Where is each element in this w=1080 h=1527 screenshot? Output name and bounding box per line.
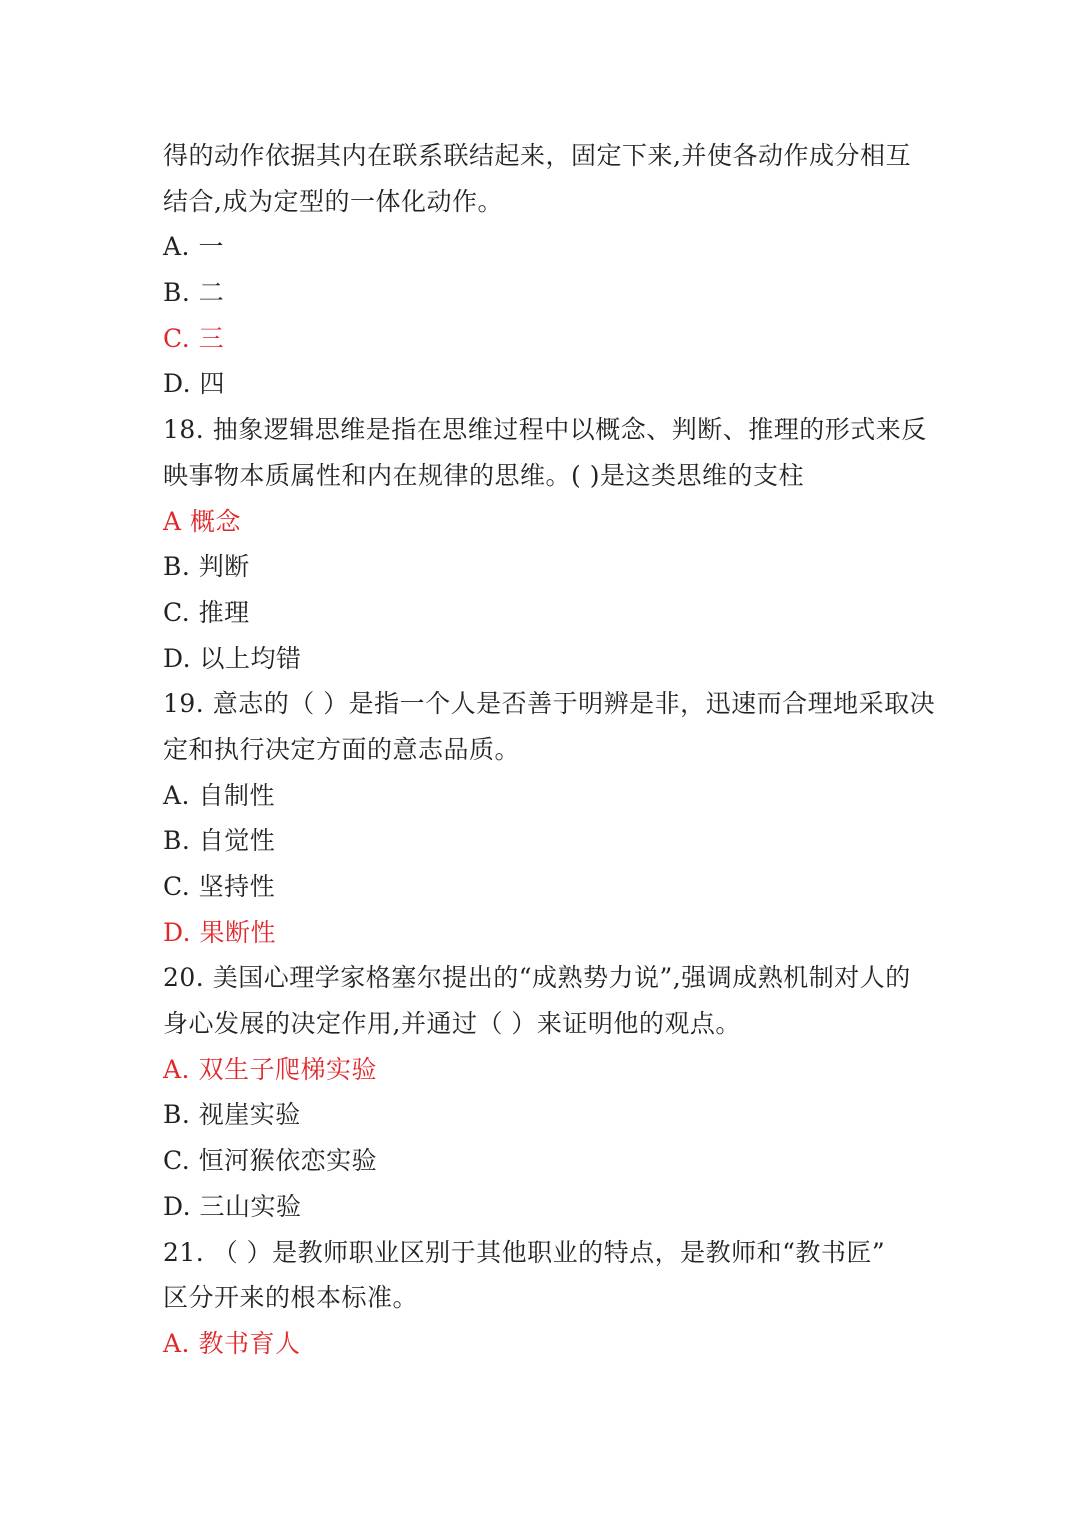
question-17-option-b: B. 二 [163,278,225,308]
question-17 [163,133,923,407]
question-20 [163,955,923,1229]
question-20-stem-line-1: 20. 美国心理学家格塞尔提出的“成熟势力说”,强调成熟机制对人的 [163,963,911,993]
question-20-option-c: C. 恒河猴依恋实验 [163,1146,378,1176]
question-21 [163,1230,923,1367]
question-19-option-a: A. 自制性 [163,780,275,810]
question-20-option-a-correct: A. 双生子爬梯实验 [163,1054,377,1084]
question-18-stem-line-1: 18. 抽象逻辑思维是指在思维过程中以概念、判断、推理的形式来反 [163,415,927,445]
question-17-option-d: D. 四 [163,369,226,399]
question-18-option-d: D. 以上均错 [163,643,302,673]
question-21-stem-line-1: 21. （ ）是教师职业区别于其他职业的特点，是教师和“教书匠” [163,1237,886,1267]
question-19 [163,681,936,955]
question-19-stem-line-2: 定和执行决定方面的意志品质。 [163,734,521,764]
question-list [163,133,936,1367]
question-17-option-a: A. 一 [163,232,224,262]
question-18-option-a-correct: A 概念 [163,506,242,536]
question-19-option-d-correct: D. 果断性 [163,917,277,947]
question-19-stem-line-1: 19. 意志的（ ）是指一个人是否善于明辨是非，迅速而合理地采取决 [163,689,936,719]
question-18-option-c: C. 推理 [163,597,250,627]
question-20-option-d: D. 三山实验 [163,1191,302,1221]
question-18-option-b: B. 判断 [163,552,250,582]
question-17-stem-line-1: 得的动作依据其内在联系联结起来，固定下来,并使各动作成分相互 [163,141,911,170]
question-18-stem-line-2: 映事物本质属性和内在规律的思维。( )是这类思维的支柱 [163,460,804,490]
question-20-stem-line-2: 身心发展的决定作用,并通过（ ）来证明他的观点。 [163,1009,741,1039]
question-20-option-b: B. 视崖实验 [163,1100,301,1130]
question-21-stem-line-2: 区分开来的根本标准。 [163,1283,419,1313]
question-17-option-c-correct: C. 三 [163,323,225,353]
question-17-stem-line-2: 结合,成为定型的一体化动作。 [163,186,503,216]
question-19-option-c: C. 坚持性 [163,872,276,901]
question-19-option-b: B. 自觉性 [163,826,276,856]
question-18 [163,407,927,681]
question-21-option-a-correct: A. 教书育人 [163,1328,301,1358]
